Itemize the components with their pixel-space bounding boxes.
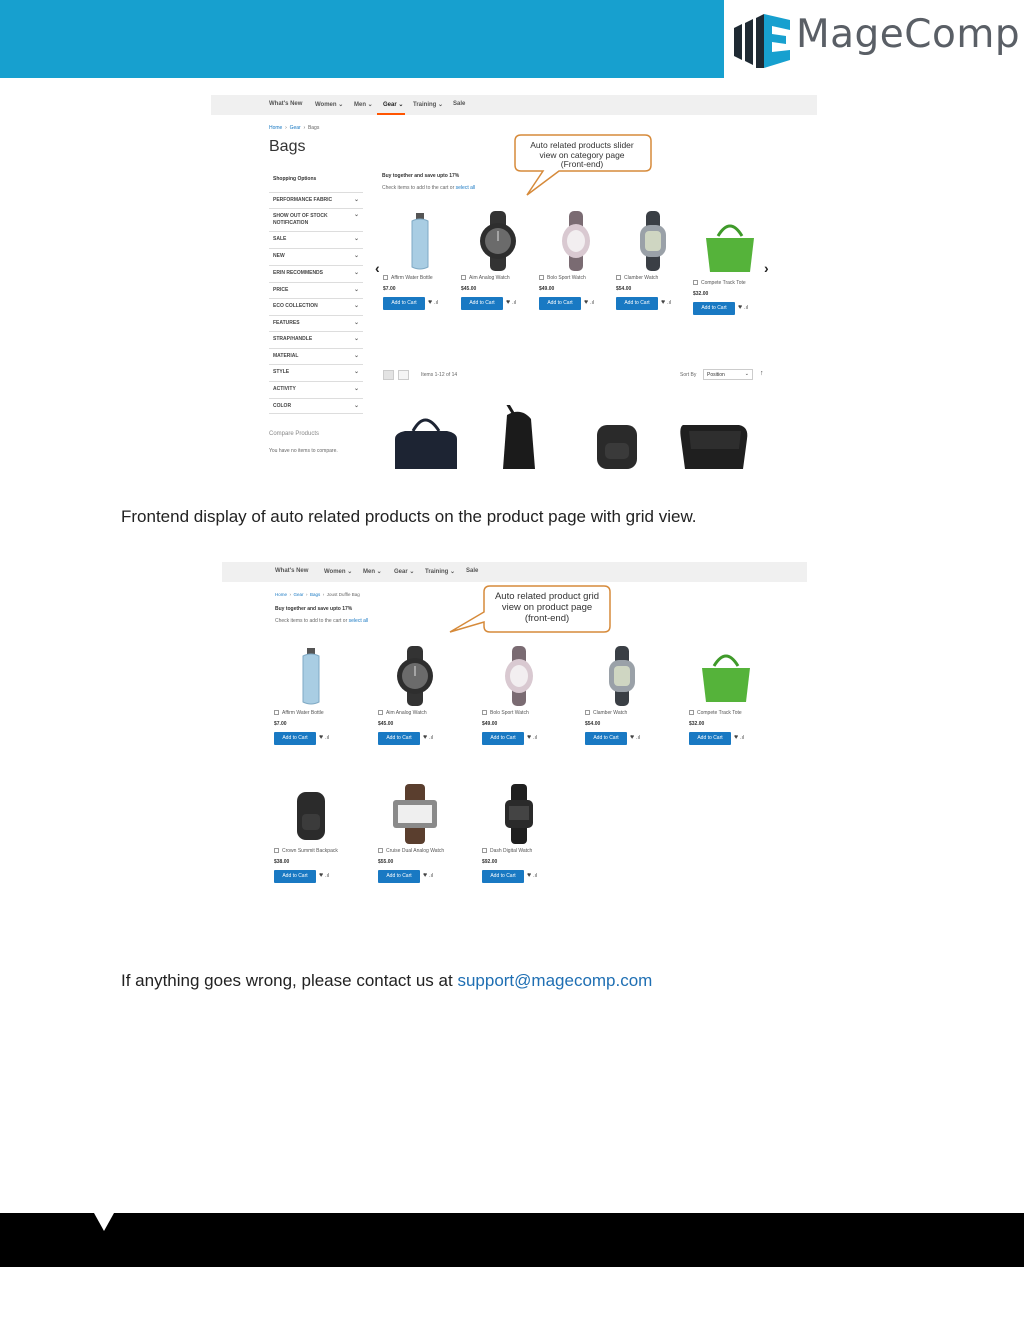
product-name[interactable]: Clamber Watch <box>593 710 628 716</box>
filter-label: COLOR <box>273 403 292 409</box>
wishlist-heart-icon[interactable]: ♥ <box>423 734 428 741</box>
product-name[interactable]: Compete Track Tote <box>701 280 746 286</box>
compare-text: You have no items to compare. <box>269 448 338 454</box>
logo-text: MageComp <box>796 12 1021 57</box>
product-name-row <box>539 275 613 281</box>
product-card <box>585 646 659 745</box>
clamber-watch-image[interactable] <box>585 646 659 706</box>
product-price: $49.00 <box>539 286 555 292</box>
filter-label: ERIN RECOMMENDS <box>273 270 324 276</box>
add-to-cart-button[interactable]: Add to Cart <box>482 732 524 745</box>
filter-label: SHOW OUT OF STOCK NOTIFICATION <box>273 213 328 226</box>
product-price: $54.00 <box>616 286 632 292</box>
top-nav <box>211 95 817 115</box>
breadcrumb-home[interactable]: Home <box>275 592 288 597</box>
category-page-screenshot <box>211 95 817 473</box>
filter-item[interactable] <box>269 192 363 207</box>
product-name-row <box>689 710 763 716</box>
wishlist-heart-icon[interactable]: ♥ <box>506 299 511 306</box>
nav-whats-new[interactable]: What's New <box>275 568 309 574</box>
add-to-cart-button[interactable]: Add to Cart <box>689 732 731 745</box>
chevron-down-icon: ⌄ <box>353 236 359 242</box>
product-price: $49.00 <box>482 721 498 727</box>
chevron-down-icon: ⌄ <box>353 197 359 203</box>
product-checkbox[interactable] <box>482 710 487 715</box>
product-checkbox[interactable] <box>482 848 487 853</box>
add-to-cart-button[interactable]: Add to Cart <box>585 732 627 745</box>
breadcrumb-current: Bags <box>307 125 320 131</box>
filter-item[interactable] <box>269 315 363 330</box>
product-price: $7.00 <box>274 721 287 727</box>
product-price: $38.00 <box>274 859 290 865</box>
sport-watch-image[interactable] <box>482 646 556 706</box>
breadcrumb-gear[interactable]: Gear <box>293 592 304 597</box>
analog-watch-image[interactable] <box>461 211 535 271</box>
caption-grid-view: Frontend display of auto related products on the product page with grid view. <box>121 507 697 526</box>
product-name-row <box>585 710 659 716</box>
product-price: $92.00 <box>482 859 498 865</box>
product-name-row <box>461 275 535 281</box>
compare-icon[interactable]: .ıl <box>667 300 671 306</box>
wishlist-heart-icon[interactable]: ♥ <box>630 734 635 741</box>
filter-item[interactable] <box>269 208 363 231</box>
select-all-link[interactable]: select all <box>348 618 369 624</box>
product-checkbox[interactable] <box>461 275 466 280</box>
product-name[interactable]: Compete Track Tote <box>697 710 742 716</box>
bundle-title: Buy together and save upto 17% <box>382 173 460 179</box>
wishlist-heart-icon[interactable]: ♥ <box>527 872 532 879</box>
product-price: $54.00 <box>585 721 601 727</box>
wishlist-heart-icon[interactable]: ♥ <box>661 299 666 306</box>
breadcrumb: Home › Gear › Bags › Joust Duffle Bag <box>275 592 360 597</box>
water-bottle-image[interactable] <box>274 646 348 706</box>
backpack-image[interactable] <box>274 784 348 844</box>
bundle-title: Buy together and save upto 17% <box>275 606 353 612</box>
sort-select[interactable]: Position ⌄ <box>703 369 753 380</box>
product-name[interactable]: Cruise Dual Analog Watch <box>386 848 445 854</box>
nav-men[interactable]: Men ⌄ <box>354 102 373 108</box>
callout-grid <box>448 584 616 638</box>
product-card <box>274 784 348 883</box>
chevron-down-icon: ⌄ <box>353 336 359 342</box>
compare-icon[interactable]: .ıl <box>636 735 640 741</box>
compare-icon[interactable]: .ıl <box>533 873 537 879</box>
callout-line-3: (Front-end) <box>560 159 604 169</box>
callout-slider <box>507 133 657 197</box>
chevron-down-icon: ⌄ <box>353 403 359 409</box>
filter-divider <box>269 413 363 414</box>
product-card <box>616 211 690 310</box>
filter-item[interactable] <box>269 248 363 263</box>
product-name[interactable]: Affirm Water Bottle <box>282 710 324 716</box>
chevron-down-icon: ⌄ <box>353 212 359 218</box>
duffle-bag-image <box>395 420 457 469</box>
add-to-cart-button[interactable]: Add to Cart <box>461 297 503 310</box>
product-name[interactable]: Clamber Watch <box>624 275 659 281</box>
top-nav <box>222 562 807 582</box>
compare-icon[interactable]: .ıl <box>325 873 329 879</box>
product-card <box>693 216 767 315</box>
wishlist-heart-icon[interactable]: ♥ <box>584 299 589 306</box>
product-checkbox[interactable] <box>616 275 621 280</box>
sling-backpack-image <box>503 405 535 469</box>
callout-line-2: view on category page <box>539 150 625 160</box>
items-count: Items 1-12 of 14 <box>421 372 458 378</box>
compare-icon[interactable]: .ıl <box>740 735 744 741</box>
add-to-cart-button[interactable]: Add to Cart <box>383 297 425 310</box>
filter-item[interactable] <box>269 298 363 313</box>
breadcrumb-home[interactable]: Home <box>269 125 283 131</box>
product-price: $45.00 <box>461 286 477 292</box>
product-checkbox[interactable] <box>274 848 279 853</box>
filter-item[interactable] <box>269 364 363 379</box>
product-card <box>482 784 556 883</box>
wishlist-heart-icon[interactable]: ♥ <box>734 734 739 741</box>
product-price: $32.00 <box>693 291 709 297</box>
product-card <box>461 211 535 310</box>
filter-item[interactable] <box>269 348 363 363</box>
wishlist-heart-icon[interactable]: ♥ <box>527 734 532 741</box>
product-name[interactable]: Affirm Water Bottle <box>391 275 433 281</box>
product-name-row <box>378 710 452 716</box>
add-to-cart-button[interactable]: Add to Cart <box>378 870 420 883</box>
product-checkbox[interactable] <box>383 275 388 280</box>
product-checkbox[interactable] <box>689 710 694 715</box>
page-title: Bags <box>269 138 306 155</box>
product-card <box>274 646 348 745</box>
product-page-screenshot <box>222 562 807 938</box>
compare-icon[interactable]: .ıl <box>744 305 748 311</box>
filter-item[interactable] <box>269 381 363 396</box>
product-name-row <box>274 710 348 716</box>
wishlist-heart-icon[interactable]: ♥ <box>319 872 324 879</box>
wishlist-heart-icon[interactable]: ♥ <box>319 734 324 741</box>
bag-grid-row <box>385 405 765 473</box>
product-checkbox[interactable] <box>585 710 590 715</box>
shopping-options-title: Shopping Options <box>273 176 317 182</box>
filter-label: SALE <box>273 236 287 242</box>
nav-men[interactable]: Men ⌄ <box>363 569 382 575</box>
nav-gear[interactable]: Gear ⌄ <box>394 569 415 575</box>
chevron-down-icon: ⌄ <box>353 270 359 276</box>
chevron-down-icon: ⌄ <box>353 303 359 309</box>
nav-whats-new[interactable]: What's New <box>269 101 303 107</box>
product-name[interactable]: Bolo Sport Watch <box>490 710 529 716</box>
contact-text: If anything goes wrong, please contact us at <box>121 971 453 990</box>
contact-caption <box>121 971 652 991</box>
sort-label: Sort By <box>680 372 697 378</box>
compare-icon[interactable]: .ıl <box>429 735 433 741</box>
chevron-down-icon: ⌄ <box>353 253 359 259</box>
bundle-hint: Check items to add to the cart or select all <box>382 185 476 191</box>
filter-item[interactable] <box>269 398 363 413</box>
tote-bag-image[interactable] <box>693 216 767 276</box>
product-card <box>378 784 452 883</box>
product-price: $55.00 <box>378 859 394 865</box>
footer-band <box>0 1213 1024 1267</box>
nav-sale[interactable]: Sale <box>466 568 479 574</box>
compare-icon[interactable]: .ıl <box>533 735 537 741</box>
callout-line-1: Auto related product grid <box>494 591 600 602</box>
callout-line-2: view on product page <box>501 602 593 613</box>
product-price: $7.00 <box>383 286 396 292</box>
compare-icon[interactable]: .ıl <box>512 300 516 306</box>
product-checkbox[interactable] <box>693 280 698 285</box>
breadcrumb-gear[interactable]: Gear <box>289 125 301 131</box>
wishlist-heart-icon[interactable]: ♥ <box>423 872 428 879</box>
grid-view-button[interactable] <box>383 370 394 380</box>
add-to-cart-button[interactable]: Add to Cart <box>482 870 524 883</box>
sort-direction-icon[interactable]: ↑ <box>760 370 764 377</box>
product-name[interactable]: Dash Digital Watch <box>490 848 533 854</box>
filter-item[interactable] <box>269 282 363 297</box>
product-name-row <box>482 848 556 854</box>
analog-watch-image[interactable] <box>378 646 452 706</box>
product-name[interactable]: Bolo Sport Watch <box>547 275 586 281</box>
product-card <box>378 646 452 745</box>
callout-line-1: Auto related products slider <box>530 140 634 150</box>
breadcrumb: Home › Gear › Bags <box>269 125 320 131</box>
compare-icon[interactable]: .ıl <box>590 300 594 306</box>
filter-label: NEW <box>273 253 285 259</box>
filter-label: STYLE <box>273 369 290 375</box>
tote-bag-image[interactable] <box>689 646 763 706</box>
chevron-down-icon: ⌄ <box>353 353 359 359</box>
add-to-cart-button[interactable]: Add to Cart <box>274 870 316 883</box>
slider-prev-button[interactable]: ‹ <box>375 260 380 276</box>
filter-item[interactable] <box>269 231 363 246</box>
product-name-row <box>482 710 556 716</box>
product-checkbox[interactable] <box>539 275 544 280</box>
product-name[interactable]: Crown Summit Backpack <box>282 848 338 854</box>
add-to-cart-button[interactable]: Add to Cart <box>616 297 658 310</box>
compare-icon[interactable]: .ıl <box>429 873 433 879</box>
magecomp-logo-icon <box>728 10 790 68</box>
logo <box>724 0 1024 78</box>
filter-item[interactable] <box>269 331 363 346</box>
filter-item[interactable] <box>269 265 363 280</box>
product-name[interactable]: Aim Analog Watch <box>469 275 510 281</box>
product-checkbox[interactable] <box>274 710 279 715</box>
filter-label: FEATURES <box>273 320 300 326</box>
dual-watch-image[interactable] <box>378 784 452 844</box>
water-bottle-image[interactable] <box>383 211 457 271</box>
product-name-row <box>693 280 767 286</box>
nav-training[interactable]: Training ⌄ <box>425 569 456 575</box>
product-checkbox[interactable] <box>378 848 383 853</box>
nav-women[interactable]: Women ⌄ <box>315 102 344 108</box>
backpack-image <box>597 425 637 469</box>
product-checkbox[interactable] <box>378 710 383 715</box>
filter-label: PRICE <box>273 287 289 293</box>
product-card <box>539 211 613 310</box>
sport-watch-image[interactable] <box>539 211 613 271</box>
product-price: $45.00 <box>378 721 394 727</box>
chevron-down-icon: ⌄ <box>353 287 359 293</box>
filter-label: ACTIVITY <box>273 386 296 392</box>
product-name-row <box>383 275 457 281</box>
filter-label: ECO COLLECTION <box>273 303 318 309</box>
bundle-hint: Check items to add to the cart or select all <box>275 618 369 624</box>
product-card <box>689 646 763 745</box>
wishlist-heart-icon[interactable]: ♥ <box>428 299 433 306</box>
nav-sale[interactable]: Sale <box>453 101 466 107</box>
product-name-row <box>378 848 452 854</box>
filter-label: MATERIAL <box>273 353 299 359</box>
chevron-down-icon: ⌄ <box>353 369 359 375</box>
support-email-link[interactable]: support@magecomp.com <box>457 971 653 990</box>
compare-icon[interactable]: .ıl <box>434 300 438 306</box>
add-to-cart-button[interactable]: Add to Cart <box>539 297 581 310</box>
chevron-down-icon: ⌄ <box>353 320 359 326</box>
active-nav-indicator <box>377 113 405 115</box>
chevron-down-icon: ⌄ <box>353 386 359 392</box>
slider-next-button[interactable]: › <box>764 260 769 276</box>
wishlist-heart-icon[interactable]: ♥ <box>738 304 743 311</box>
filter-label: PERFORMANCE FABRIC <box>273 197 333 203</box>
compare-icon[interactable]: .ıl <box>325 735 329 741</box>
product-card <box>482 646 556 745</box>
product-name-row <box>274 848 348 854</box>
add-to-cart-button[interactable]: Add to Cart <box>274 732 316 745</box>
compare-title: Compare Products <box>269 431 320 437</box>
breadcrumb-current: Joust Duffle Bag <box>326 592 360 597</box>
product-name-row <box>616 275 690 281</box>
messenger-bag-image <box>680 425 747 469</box>
list-view-button[interactable] <box>398 370 409 380</box>
clamber-watch-image[interactable] <box>616 211 690 271</box>
product-price: $32.00 <box>689 721 705 727</box>
nav-training[interactable]: Training ⌄ <box>413 102 444 108</box>
filter-label: STRAP/HANDLE <box>273 336 313 342</box>
nav-women[interactable]: Women ⌄ <box>324 569 353 575</box>
product-name[interactable]: Aim Analog Watch <box>386 710 427 716</box>
select-all-link[interactable]: select all <box>455 185 476 191</box>
callout-line-3: (front-end) <box>524 613 570 624</box>
digital-watch-image[interactable] <box>482 784 556 844</box>
add-to-cart-button[interactable]: Add to Cart <box>378 732 420 745</box>
add-to-cart-button[interactable]: Add to Cart <box>693 302 735 315</box>
nav-gear[interactable]: Gear ⌄ <box>383 102 404 108</box>
product-card <box>383 211 457 310</box>
breadcrumb-bags[interactable]: Bags <box>310 592 321 597</box>
footer-notch <box>94 1213 114 1231</box>
